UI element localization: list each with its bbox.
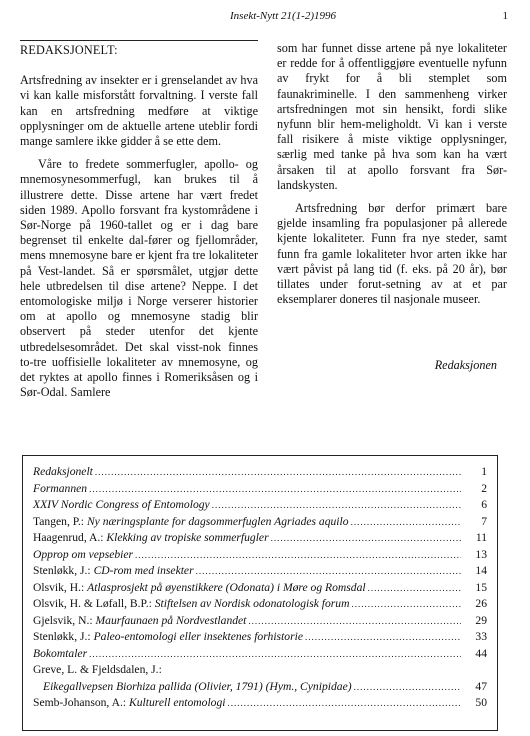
paragraph: Våre to fredete sommerfugler, apollo- og mnemosynesommerfugl, kan brukes til å illustrere dette. Disse artene har vært fredet siden 1989. Apollo forsvant fra kystområdene i Sør-Norge på 1960-tallet og er i dag bare begrenset til enkelte dal-fører og fjellområder, mens mnemosyne bare er kjent fra tre lokaliteter på Vest-landet. Så er spørsmålet, utgjør dette hele utbredelsen til dise artene? Neppe. I det entomologiske miljø i Norge verserer historier om at apollo og mnemosyne stadig blir observert på steder utenfor det kjente utbredelsesområdet. Det skal visst-nok finnes to-tre uoffisielle lokaliteter av mnemosyne, og det ryktes at apollo finnes i Romeriksåsen og i Sør-Odal. Samlere [20,157,258,400]
toc-entry[interactable] [33,482,487,499]
toc-author: Haagenrud, A.: [33,531,107,544]
toc-entry[interactable] [33,696,487,713]
toc-entry[interactable] [33,597,487,614]
toc-leader [95,465,461,477]
toc-entry[interactable] [33,647,487,664]
toc-entry[interactable] [33,614,487,631]
toc-entry[interactable] [33,630,487,647]
toc-title: Opprop om vepsebier [33,547,134,561]
toc-title: Maurfaunaen på Nordvestlandet [95,613,247,627]
toc-leader [228,696,462,708]
toc-leader [212,498,461,510]
toc-entry-author-line [33,663,487,680]
toc-author: Tangen, P.: [33,514,87,528]
toc-entry[interactable] [33,531,487,548]
toc-page: 14 [475,564,487,577]
toc-entry[interactable] [33,581,487,598]
toc-entry[interactable] [33,498,487,515]
toc-entry[interactable] [33,515,487,532]
toc-page: 13 [475,547,487,561]
article-heading: REDAKSJONELT: [20,43,118,57]
toc-author: Olsvik, H. & Løfall, B.P.: [33,597,155,610]
toc-page: 50 [475,696,487,709]
toc-leader [354,680,461,692]
toc-page: 15 [475,580,487,594]
toc-entry[interactable] [33,564,487,581]
toc-title: Paleo-entomologi eller insektenes forhistorie [93,630,303,643]
article-right-column [277,41,507,307]
toc-author: Semb-Johanson, A.: [33,696,129,709]
toc-page: 7 [481,514,487,528]
toc-author: Stenløkk, J.: [33,564,94,577]
toc-leader [248,614,461,626]
toc-leader [351,597,461,609]
toc-title: Bokomtaler [33,646,88,660]
running-header [0,10,530,26]
toc-title: CD-rom med insekter [93,564,194,577]
toc-page: 2 [481,481,487,495]
page-number: 1 [502,10,508,22]
toc-page: 11 [475,531,487,544]
toc-title: Ny næringsplante for dagsommerfuglen Agriades aquilo [86,514,349,528]
toc-leader [89,647,461,659]
toc-entry[interactable] [33,465,487,482]
toc-entry[interactable] [33,680,487,697]
toc-title: Eikegallvepsen Biorhiza pallida (Olivier, 1791) (Hym., Cynipidae) [43,679,352,693]
paragraph: Artsfredning bør derfor primært bare gjelde insamling fra populasjoner på allerede kjente lokaliteter. Funn fra nye steder, samt funn fra gamle lokaliteter hvor arten ikke har vært påvist på lang tid (f. eks. på 20 år), bør tillates under forut-setning av at et par eksemplarer doneres til nasjonale museer. [277,201,507,307]
toc-leader [135,548,461,560]
article-signature: Redaksjonen [434,358,497,372]
article-left-column [20,43,258,400]
heading-rule [20,40,258,41]
toc-page: 29 [475,613,487,627]
toc-page: 33 [475,630,487,643]
toc-leader [351,515,461,527]
toc-entry[interactable] [33,548,487,565]
toc-page: 26 [475,597,487,610]
toc-leader [271,531,461,543]
paragraph: Artsfredning av insekter er i grenselandet av hva vi kan kalle misforstått forvaltning. I verste fall kan en artsfredning medføre at viktige opplysninger om de aktuelle artene uteblir fordi mange samlere ikke gidder å se ette dem. [20,73,258,149]
toc-leader [89,482,461,494]
toc-title: XXIV Nordic Congress of Entomology [33,498,210,511]
toc-page: 44 [475,646,487,660]
toc-author: Stenløkk, J.: [33,630,94,643]
toc-author: Gjelsvik, N.: [33,613,96,627]
toc-title: Stiftelsen av Nordisk odonatologisk forum [154,597,350,610]
toc-page: 47 [475,679,487,693]
toc-page: 1 [481,465,487,478]
toc-author: Olsvik, H.: [33,580,88,594]
toc-leader [368,581,461,593]
table-of-contents [22,455,498,731]
journal-issue: Insekt-Nytt 21(1-2)1996 [230,10,336,22]
toc-author: Greve, L. & Fjeldsdalen, J.: [33,663,162,676]
paragraph: som har funnet disse artene på nye lokaliteter er redde for å offentliggjøre eventuelle nyfunn av frykt for å bli stemplet som faunakriminelle. I den sammenheng virker artsfredningen mot sin hensikt, fordi slike nyfunn blir hem-meligholdt. Vi kan i verste fall risikere å miste viktige opplysninger, særlig med tanke på hva som kan ha vært årsaken til at apollo forsvant fra Sør-landskysten. [277,41,507,192]
toc-title: Kulturell entomologi [128,696,226,709]
toc-title: Formannen [33,481,88,495]
toc-title: Redaksjonelt [33,465,93,478]
toc-title: Klekking av tropiske sommerfugler [106,531,269,544]
toc-leader [196,564,461,576]
toc-title: Atlasprosjekt på øyenstikkere (Odonata) i Møre og Romsdal [87,580,366,594]
toc-page: 6 [481,498,487,511]
toc-leader [305,630,461,642]
